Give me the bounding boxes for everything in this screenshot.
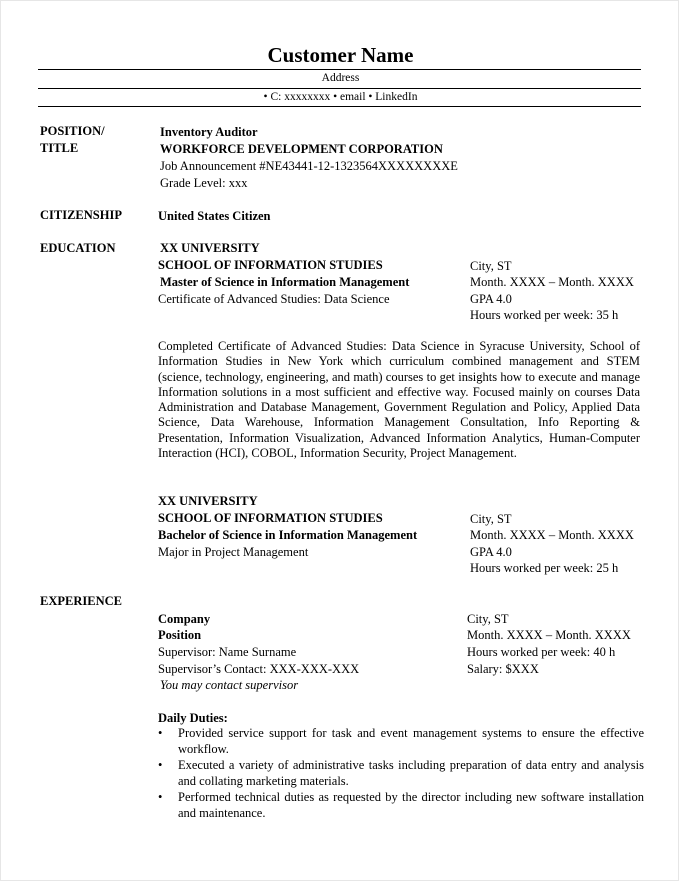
edu2-detail: Major in Project Management	[158, 545, 309, 559]
education-label: EDUCATION	[40, 241, 116, 255]
duty-item	[158, 725, 644, 757]
edu2-location: City, ST	[470, 512, 512, 526]
bullet-icon: •	[158, 726, 163, 740]
edu2-degree: Bachelor of Science in Information Management	[158, 528, 418, 542]
exp-dates: Month. XXXX – Month. XXXX	[467, 628, 631, 642]
edu2-school: SCHOOL OF INFORMATION STUDIES	[158, 511, 383, 525]
position-label-line2: TITLE	[40, 141, 79, 155]
grade-level: Grade Level: xxx	[160, 176, 248, 190]
position-title: Inventory Auditor	[160, 125, 258, 139]
edu2-university: XX UNIVERSITY	[158, 494, 258, 508]
bullet-icon: •	[158, 790, 163, 804]
address: Address	[321, 72, 360, 84]
header-rule-middle	[38, 88, 641, 89]
edu1-gpa: GPA 4.0	[470, 292, 512, 306]
edu1-university: XX UNIVERSITY	[160, 241, 260, 255]
duty-item	[158, 757, 644, 789]
edu1-location: City, ST	[470, 259, 512, 273]
header-rule-top	[38, 69, 641, 70]
duties-list	[158, 725, 644, 821]
edu1-hours: Hours worked per week: 35 h	[470, 308, 619, 322]
exp-salary: Salary: $XXX	[467, 662, 539, 676]
exp-location: City, ST	[467, 612, 509, 626]
edu1-detail: Certificate of Advanced Studies: Data Science	[158, 292, 390, 306]
duty-item	[158, 789, 644, 821]
position-org: WORKFORCE DEVELOPMENT CORPORATION	[160, 142, 443, 156]
exp-hours: Hours worked per week: 40 h	[467, 645, 616, 659]
edu1-degree: Master of Science in Information Management	[160, 275, 410, 289]
edu1-description: Completed Certificate of Advanced Studies: Data Science in Syracuse University, School of Information Studies in New York which curriculum combined management and STEM (science, technology, engineering, and math) courses to get insights how to execute and manage Information solutions in a most sufficient and effective way. Focused mainly on courses Data Administration and Database Management, Government Regulation and Policy, Applied Data Science, Data Warehouse, Information Management Consultation, Info Reporting & Presentation, Information Visualization, Advanced Information Analytics, Human-Computer Interaction (HCI), COBOL, Information Security, Project Management.	[158, 339, 640, 461]
citizenship-value: United States Citizen	[158, 209, 271, 223]
position-label-line1: POSITION/	[40, 124, 105, 138]
job-announcement: Job Announcement #NE43441-12-1323564XXXXXXXXE	[160, 159, 458, 173]
exp-supervisor: Supervisor: Name Surname	[158, 645, 297, 659]
exp-company: Company	[158, 612, 211, 626]
daily-duties-heading: Daily Duties:	[158, 711, 228, 725]
duty-text: Performed technical duties as requested by the director including new software installation and maintenance.	[178, 790, 644, 820]
edu1-school: SCHOOL OF INFORMATION STUDIES	[158, 258, 383, 272]
bullet-icon: •	[158, 758, 163, 772]
edu2-hours: Hours worked per week: 25 h	[470, 561, 619, 575]
contact-line: • C: xxxxxxxx • email • LinkedIn	[263, 91, 418, 103]
edu2-gpa: GPA 4.0	[470, 545, 512, 559]
experience-label: EXPERIENCE	[40, 594, 122, 608]
exp-position: Position	[158, 628, 202, 642]
edu1-dates: Month. XXXX – Month. XXXX	[470, 275, 634, 289]
exp-contact-note: You may contact supervisor	[160, 678, 299, 692]
edu2-dates: Month. XXXX – Month. XXXX	[470, 528, 634, 542]
duty-text: Provided service support for task and event management systems to ensure the effective workflow.	[178, 726, 644, 756]
exp-supervisor-contact: Supervisor’s Contact: XXX-XXX-XXX	[158, 662, 360, 676]
duty-text: Executed a variety of administrative tasks including preparation of data entry and analysis and collating marketing materials.	[178, 758, 644, 788]
citizenship-label: CITIZENSHIP	[40, 208, 122, 222]
header-rule-bottom	[38, 106, 641, 107]
customer-name: Customer Name	[267, 43, 414, 67]
